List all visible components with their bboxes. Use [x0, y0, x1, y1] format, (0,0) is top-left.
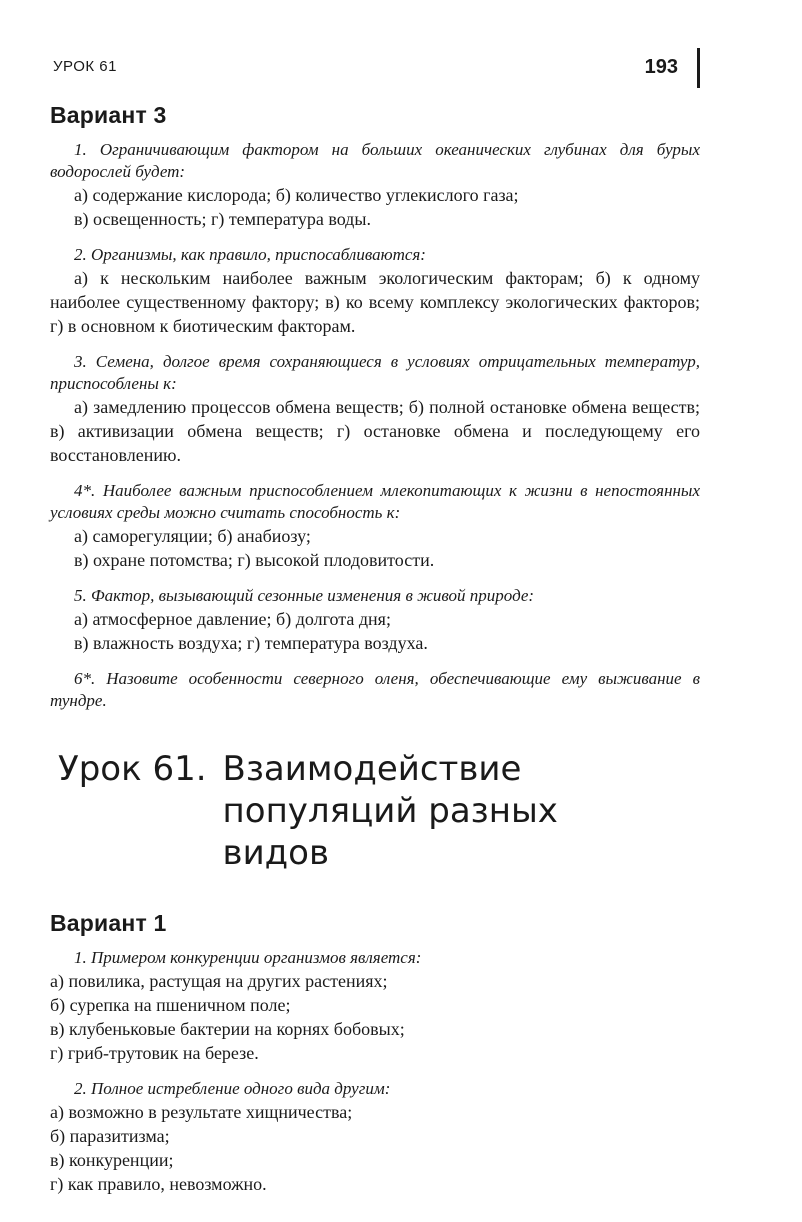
question-1	[50, 947, 700, 1065]
answer-option: а) атмосферное давление; б) долгота дня;	[74, 609, 391, 629]
question-text: 5. Фактор, вызывающий сезонные изменения в живой природе:	[74, 586, 535, 605]
answer-option: г) как правило, невозможно.	[50, 1174, 267, 1194]
question-text: 1. Ограничивающим фактором на больших океанических глубинах для бурых водорослей будет:	[50, 140, 700, 181]
variant-1-heading: Вариант 1	[50, 910, 167, 936]
answer-option: г) гриб-трутовик на березе.	[50, 1043, 259, 1063]
answer-option: в) влажность воздуха; г) температура воздуха.	[74, 633, 428, 653]
question-text: 3. Семена, долгое время сохраняющиеся в условиях отрицательных температур, приспособлены к:	[50, 352, 700, 393]
answer-option: б) сурепка на пшеничном поле;	[50, 995, 291, 1015]
answer-option: а) повилика, растущая на других растениях;	[50, 971, 388, 991]
page-header	[53, 52, 708, 92]
question-text: 2. Организмы, как правило, приспосабливаются:	[74, 245, 426, 264]
question-1	[50, 139, 700, 231]
answer-option: а) содержание кислорода; б) количество углекислого газа;	[74, 185, 519, 205]
answer-option: в) охране потомства; г) высокой плодовитости.	[74, 550, 435, 570]
variant-3-heading: Вариант 3	[50, 102, 167, 128]
answer-option: в) конкуренции;	[50, 1150, 174, 1170]
lesson-number: Урок 61.	[58, 749, 207, 789]
answer-option: в) освещенность; г) температура воды.	[74, 209, 371, 229]
answer-option: в) клубеньковые бактерии на корнях бобовых;	[50, 1019, 405, 1039]
lesson-title	[58, 748, 700, 874]
page-rule-divider	[697, 48, 700, 88]
answer-option: а) саморегуляции; б) анабиозу;	[74, 526, 311, 546]
question-text: 2. Полное истребление одного вида другим:	[74, 1079, 391, 1098]
question-text: 4*. Наиболее важным приспособлением млекопитающих к жизни в непостоянных условиях среды можно считать способность к:	[50, 481, 700, 522]
running-head: УРОК 61	[53, 58, 117, 75]
question-2	[50, 244, 700, 338]
question-text: 1. Примером конкуренции организмов является:	[74, 948, 422, 967]
question-4	[50, 480, 700, 572]
answer-options-paragraph: а) к нескольким наиболее важным экологическим факторам; б) к одному наиболее существенному фактору; в) ко всему комплексу экологических факторов; г) в основном к биотическим факторам.	[50, 268, 700, 336]
question-text: 6*. Назовите особенности северного оленя, обеспечивающие ему выживание в тундре.	[50, 669, 700, 710]
question-3	[50, 351, 700, 467]
answer-option: б) паразитизма;	[50, 1126, 170, 1146]
answer-option: а) возможно в результате хищничества;	[50, 1102, 353, 1122]
lesson-name: Взаимодействие популяций разных видов	[222, 749, 558, 873]
question-5	[50, 585, 700, 655]
question-2	[50, 1078, 700, 1196]
page-number: 193	[644, 56, 678, 78]
question-6	[50, 668, 700, 712]
page-content	[50, 102, 700, 1209]
answer-options-paragraph: а) замедлению процессов обмена веществ; б) полной остановке обмена веществ; в) активизации обмена веществ; г) остановке обмена и последующему его восстановлению.	[50, 397, 700, 465]
